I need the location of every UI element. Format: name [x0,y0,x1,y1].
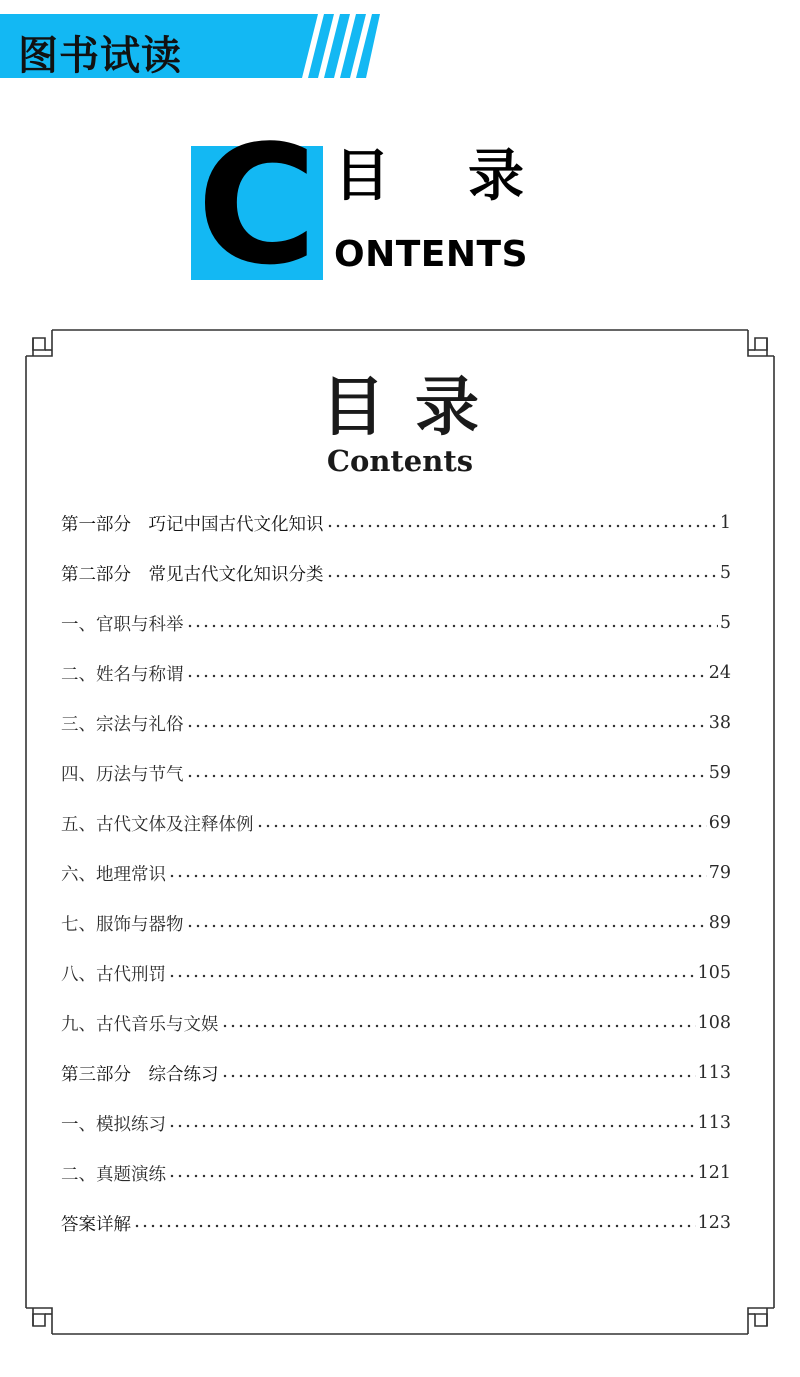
toc-entry-label: 第一部分 巧记中国古代文化知识 [61,514,324,535]
toc-entry-page-number: 113 [697,1113,731,1133]
toc-entry-dot-leader [168,1124,696,1128]
toc-entry-page-number: 5 [719,613,731,633]
toc-entry-label: 第三部分 综合练习 [61,1064,219,1085]
heading-chinese-second: 录 [468,144,524,209]
toc-entry[interactable] [61,798,731,848]
toc-entry-dot-leader [221,1024,696,1028]
toc-entry-page-number: 121 [697,1163,731,1183]
toc-entry[interactable] [61,748,731,798]
toc-entry-dot-leader [186,674,707,678]
toc-entry[interactable] [61,698,731,748]
toc-entry-label: 一、官职与科举 [61,614,184,635]
toc-entry-page-number: 5 [719,563,731,583]
toc-entry-page-number: 113 [697,1063,731,1083]
toc-entry-label: 六、地理常识 [61,864,166,885]
toc-entry-label: 四、历法与节气 [61,764,184,785]
toc-title: 目录 [321,370,509,445]
toc-entry[interactable] [61,998,731,1048]
toc-entry[interactable] [61,948,731,998]
toc-entry-dot-leader [326,524,718,528]
toc-entry-label: 五、古代文体及注释体例 [61,814,254,835]
toc-entry-label: 二、姓名与称谓 [61,664,184,685]
toc-entry-label: 二、真题演练 [61,1164,166,1185]
toc-entry-label: 答案详解 [61,1214,131,1235]
toc-entry-page-number: 108 [697,1013,731,1033]
toc-entry-page-number: 59 [708,763,731,783]
toc-entry[interactable] [61,498,731,548]
toc-entry-label: 三、宗法与礼俗 [61,714,184,735]
toc-entry-page-number: 89 [708,913,731,933]
toc-entry[interactable] [61,1148,731,1198]
contents-letter: C [196,110,318,301]
toc-entry-dot-leader [133,1224,696,1228]
toc-entry-dot-leader [186,624,718,628]
toc-entry[interactable] [61,898,731,948]
toc-entry-page-number: 79 [708,863,731,883]
toc-entry-dot-leader [256,824,707,828]
toc-entry-page-number: 24 [708,663,731,683]
toc-entry-dot-leader [326,574,718,578]
toc-entry[interactable] [61,1098,731,1148]
toc-entry-dot-leader [168,1174,696,1178]
heading-english: ONTENTS [334,234,528,275]
toc-entry-dot-leader [186,924,707,928]
toc-entry-page-number: 38 [708,713,731,733]
toc-entry-label: 七、服饰与器物 [61,914,184,935]
banner-title: 图书试读 [18,33,182,79]
heading-chinese-first: 目 [334,144,390,209]
toc-entry[interactable] [61,848,731,898]
toc-entry-dot-leader [186,774,707,778]
toc-entry-dot-leader [168,974,696,978]
toc-entry[interactable] [61,1048,731,1098]
toc-entry-page-number: 123 [697,1213,731,1233]
toc-entry[interactable] [61,648,731,698]
toc-entry-dot-leader [186,724,707,728]
toc-entry[interactable] [61,598,731,648]
toc-entry-page-number: 69 [708,813,731,833]
toc-entry-dot-leader [168,874,707,878]
toc-entry[interactable] [61,1198,731,1248]
toc-entry-dot-leader [221,1074,696,1078]
toc-subtitle: Contents [326,444,474,478]
toc-entry-label: 八、古代刑罚 [61,964,166,985]
toc-entry[interactable] [61,548,731,598]
toc-entry-label: 第二部分 常见古代文化知识分类 [61,564,324,585]
toc-list [61,498,731,1248]
toc-entry-label: 一、模拟练习 [61,1114,166,1135]
toc-entry-page-number: 1 [719,513,731,533]
toc-entry-page-number: 105 [697,963,731,983]
toc-entry-label: 九、古代音乐与文娱 [61,1014,219,1035]
